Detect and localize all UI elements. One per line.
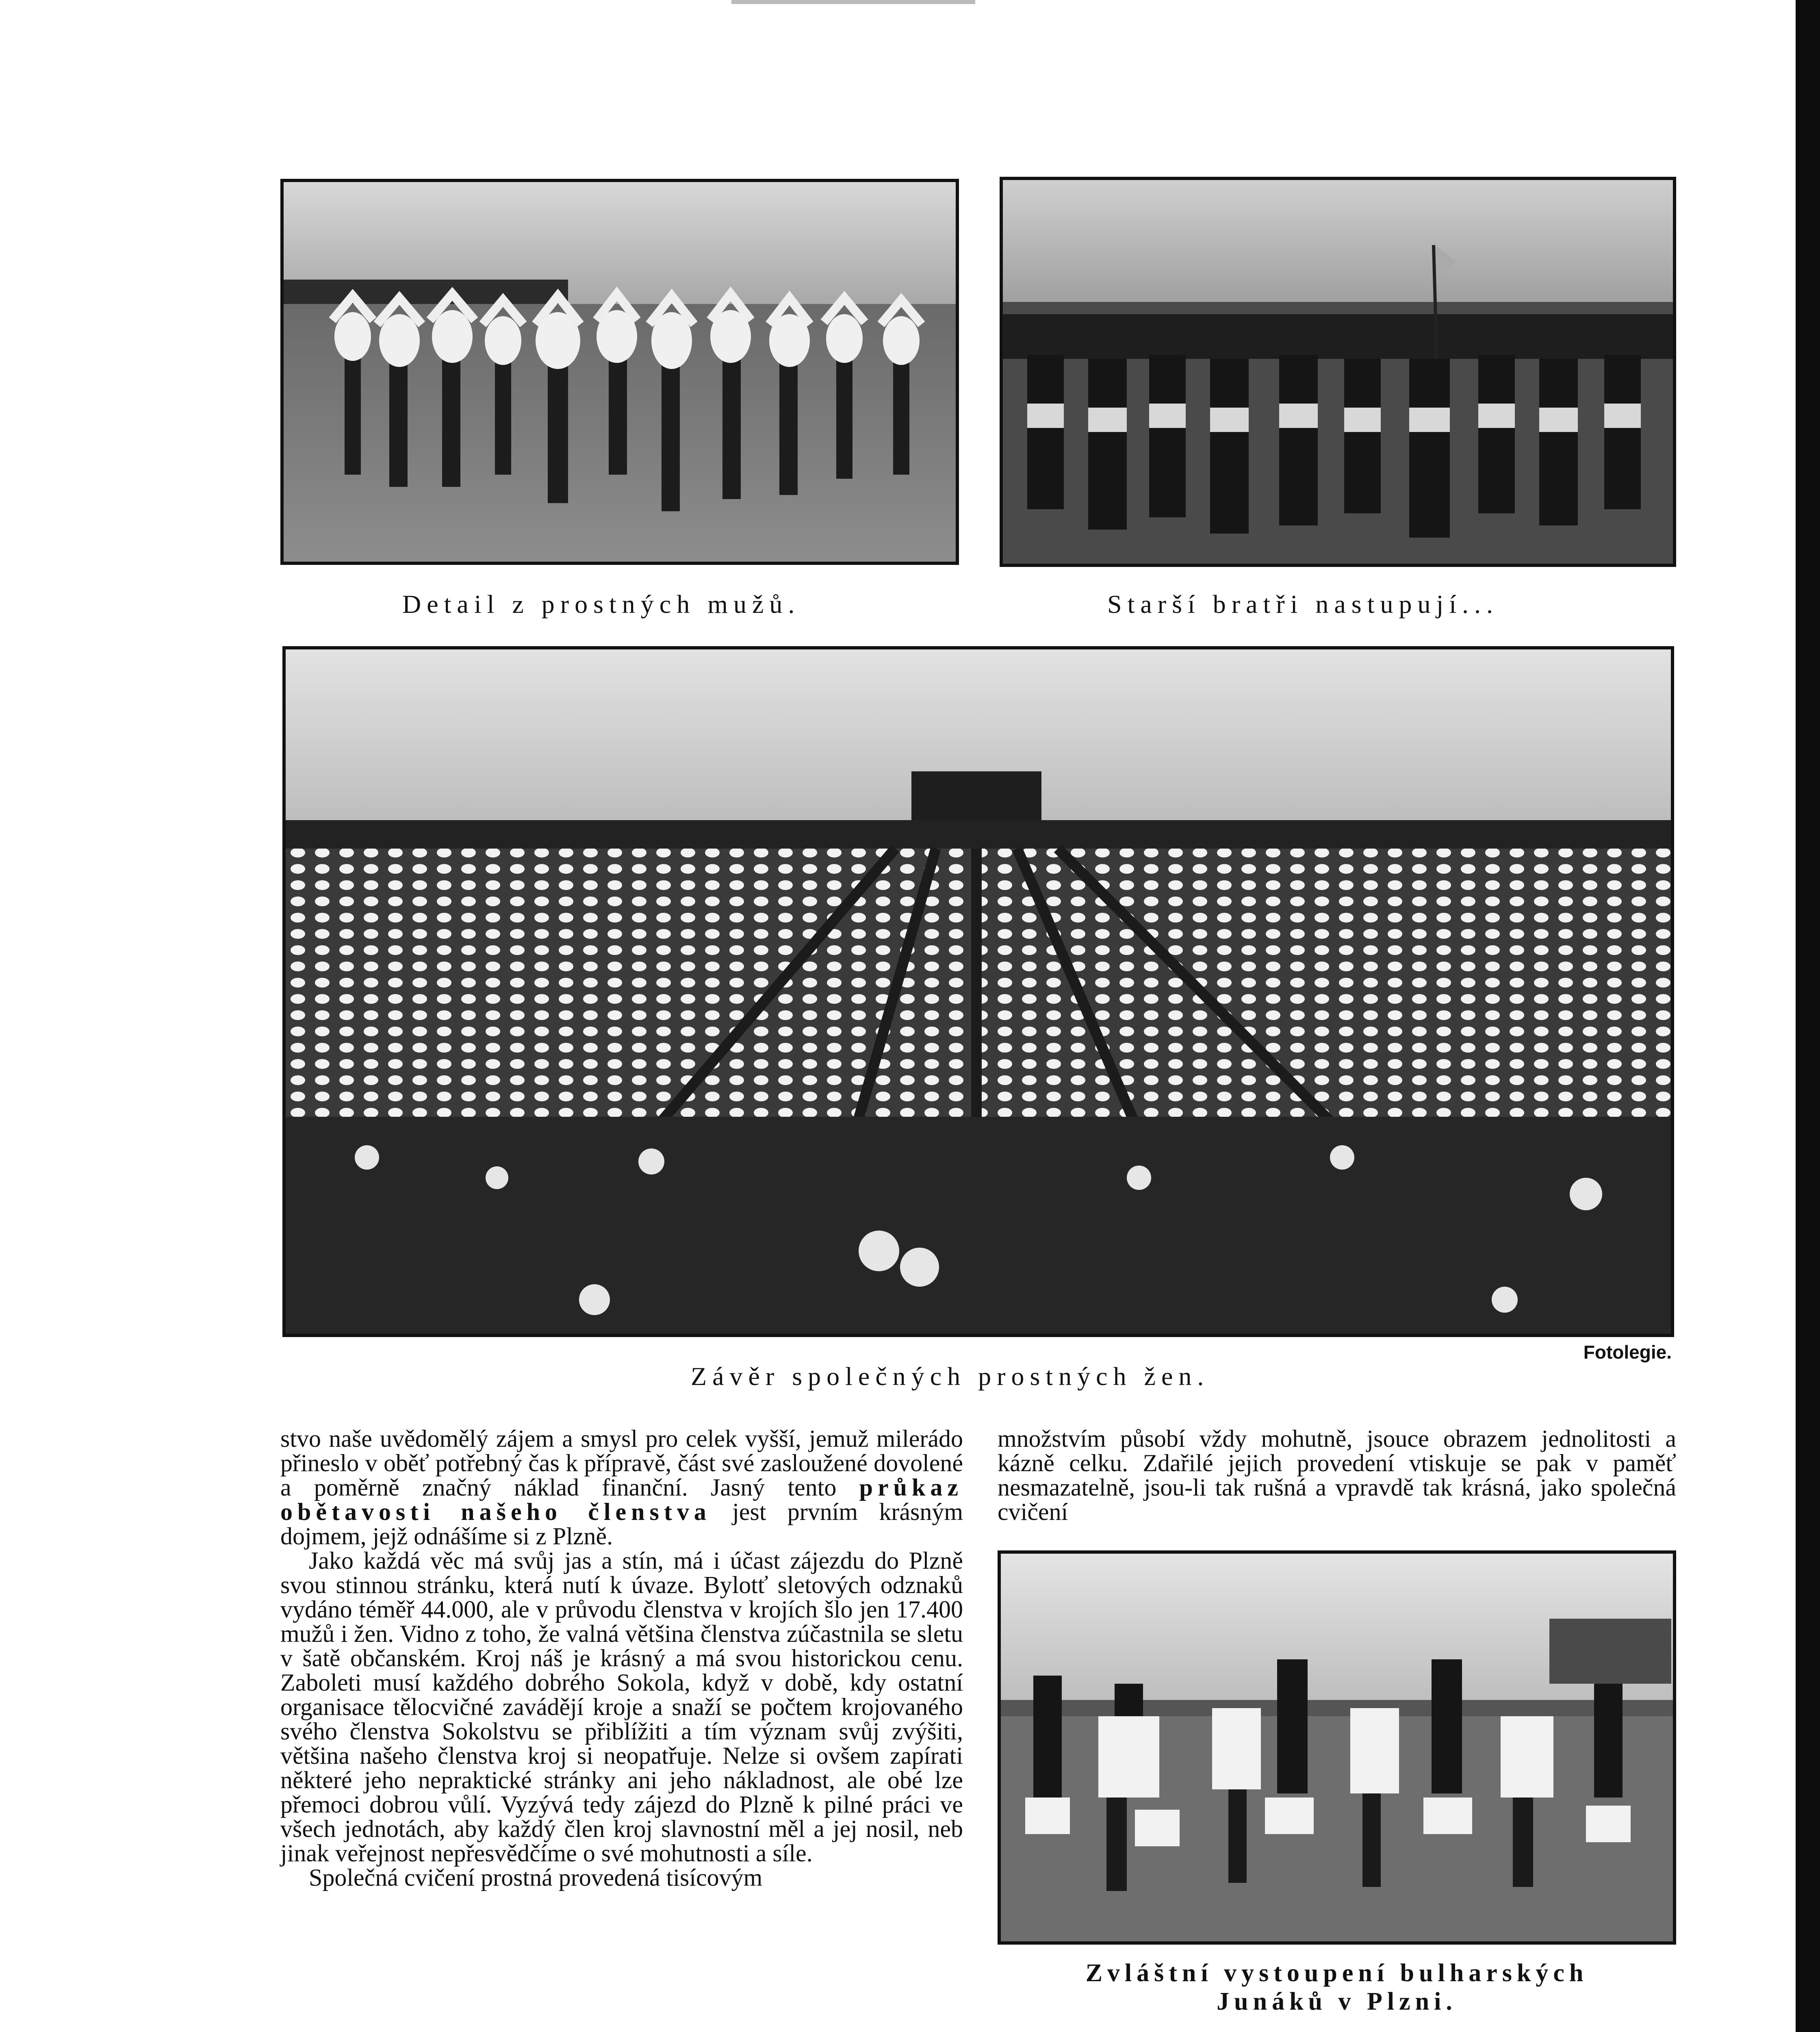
photo-older-brothers-marching [1000, 177, 1676, 567]
caption-bulgarian-junaks [991, 1959, 1682, 2016]
photo-men-exercise-image [284, 182, 956, 562]
article-paragraph-1 [280, 1426, 963, 1548]
article-paragraph-2: Jako každá věc má svůj jas a stín, má i účast zájezdu do Plzně svou stinnou stránku, která nutí k úvaze. Bylotť sletových odznaků vydáno téměř 44.000, ale v průvodu členstva v krojích šlo jen 17.400 mužů i žen. Vidno z toho, že valná většina členstva zúčastnila se sletu v šatě občanském. Kroj náš je krásný a má svou historickou cenu. Zaboleti musí každého dobrého Sokola, když v době, kdy ostatní organisace tělocvičné zavádějí kroje a snaží se počtem krojovaného svého členstva Sokolstvu se přiblížiti a tím význam svůj zvýšiti, většina našeho členstva kroj si neopatřuje. Nelze si ovšem zapírati některé jeho nepraktické stránky ani jeho nákladnost, ale obé lze přemoci dobrou vůlí. Vyzývá tedy zájezd do Plzně k pilné práci ve všech jednotách, aby každý člen kroj slavnostní měl a jej nosil, neb jinak veřejnost nepřesvědčíme o své mohutnosti a síle. [280, 1547, 963, 1867]
scan-artifact-top [731, 0, 975, 4]
scan-border-right [1796, 0, 1820, 2032]
article-paragraph-3: Společná cvičení prostná provedená tisícovým [309, 1864, 763, 1891]
photo-stadium-image [286, 649, 1671, 1334]
caption-older-brothers: Starší bratři nastupují... [1107, 590, 1499, 619]
caption-women-exercise: Závěr společných prostných žen. [691, 1362, 1210, 1391]
photo-handstand-image [1001, 1554, 1673, 1941]
photo-credit: Fotolegie. [1583, 1342, 1672, 1363]
caption-bulgarian-line1: Zvláštní vystoupení bulharských [1085, 1959, 1588, 1987]
photo-men-exercise-detail [280, 179, 959, 565]
photo-marching-image [1003, 180, 1673, 564]
article-right-paragraph: množstvím působí vždy mohutně, jsouce obrazem jednolitosti a kázně celku. Zdařilé jejich provedení vtiskuje se pak v paměť nesmazatelně, jsou-li tak rušná a vpravdě tak krásná, jako společná cvičení [998, 1425, 1676, 1525]
article-column-right [998, 1426, 1676, 1524]
paragraph-1-text-b: jest prvním krásným dojmem, jejž odnášíme si z Plzně. [280, 1498, 963, 1550]
photo-women-mass-exercise [282, 646, 1674, 1337]
caption-men-exercise: Detail z prostných mužů. [402, 590, 800, 619]
caption-bulgarian-line2: Junáků v Plzni. [1217, 1988, 1457, 2015]
article-column-left [280, 1426, 963, 1890]
photo-bulgarian-junaks [998, 1550, 1676, 1945]
paragraph-1-text-a: stvo naše uvědomělý zájem a smysl pro celek vyšší, jemuž milerádo přineslo v oběť potřebný čas k přípravě, část své zasloužené dovolené a poměrně značný náklad finanční. Jasný tento [280, 1425, 963, 1501]
paragraph-1-emphasis: průkaz obětavosti našeho členstva [280, 1474, 963, 1525]
